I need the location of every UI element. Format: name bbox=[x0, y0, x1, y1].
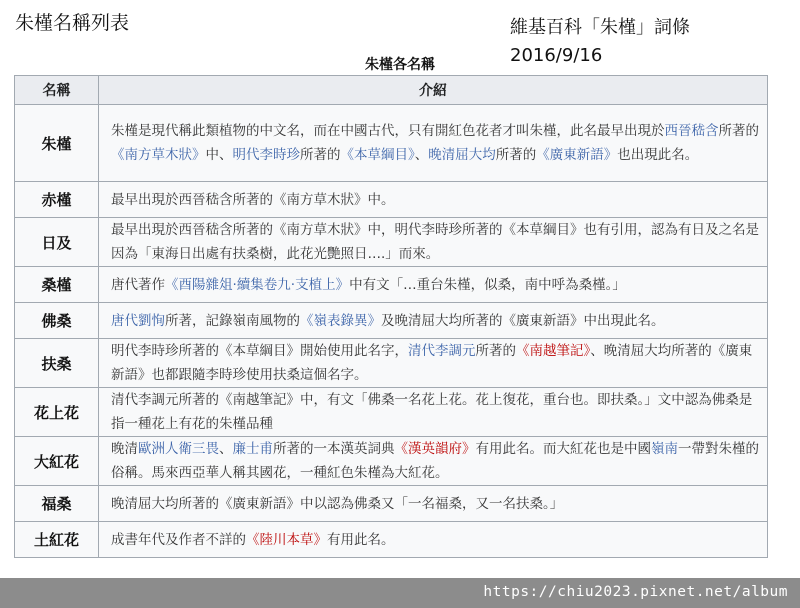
source-date: 2016/9/16 bbox=[510, 45, 603, 66]
table-header-row bbox=[15, 76, 768, 105]
description-text: 所著的 bbox=[495, 147, 537, 163]
description-text: 所著，記錄嶺南風物的 bbox=[165, 312, 300, 329]
row-name-cell: 大紅花 bbox=[15, 437, 99, 486]
column-header-description: 介紹 bbox=[99, 76, 768, 105]
description-text: 所著的 bbox=[475, 343, 516, 359]
description-text: 所著的一本漢英詞典 bbox=[273, 441, 395, 457]
row-description-cell bbox=[99, 388, 768, 437]
row-description-cell bbox=[99, 182, 768, 218]
description-text: 最早出現於西晉嵇含所著的《南方草木狀》中，明代李時珍所著的《本草綱目》也有引用，認為有日及之名是因為「東海日出處有扶桑樹，此花光艷照日….」而來。 bbox=[111, 222, 759, 262]
redlink[interactable]: 《南越筆記》 bbox=[516, 343, 591, 359]
row-description-cell bbox=[99, 303, 768, 339]
description-text: 所著的 bbox=[300, 147, 341, 163]
row-description-cell bbox=[99, 486, 768, 522]
table-row bbox=[15, 182, 768, 218]
row-name-cell: 桑槿 bbox=[15, 267, 99, 303]
redlink[interactable]: 《漢英韻府》 bbox=[394, 441, 476, 457]
description-text: 、晚清屈大均所著的《廣東新語》也都跟隨李時珍使用扶桑這個名字。 bbox=[111, 343, 753, 383]
wiki-link[interactable]: 西晉嵇含 bbox=[664, 123, 719, 139]
description-text: 一帶對朱槿的俗稱。馬來西亞華人稱其國花，一種紅色朱槿為大紅花。 bbox=[111, 441, 759, 481]
table-caption: 朱槿各名稱 bbox=[365, 57, 435, 73]
table-row bbox=[15, 486, 768, 522]
source-article: 維基百科「朱槿」詞條 bbox=[510, 17, 690, 38]
row-name-cell: 朱槿 bbox=[15, 105, 99, 182]
names-table bbox=[14, 75, 768, 558]
table-row bbox=[15, 105, 768, 182]
description-text: 成書年代及作者不詳的 bbox=[111, 531, 246, 548]
description-text: 、 bbox=[219, 441, 233, 457]
description-text: 有用此名。 bbox=[327, 531, 395, 548]
column-header-name: 名稱 bbox=[15, 76, 99, 105]
table-row bbox=[15, 339, 768, 388]
watermark-bar bbox=[0, 578, 800, 608]
row-name-cell: 土紅花 bbox=[15, 522, 99, 558]
description-text: 有用此名。而大紅花也是中國 bbox=[475, 441, 651, 457]
row-name-cell: 佛桑 bbox=[15, 303, 99, 339]
row-description-cell bbox=[99, 105, 768, 182]
redlink[interactable]: 《陸川本草》 bbox=[246, 531, 327, 548]
page-title: 朱槿名稱列表 bbox=[15, 12, 130, 34]
wiki-link[interactable]: 《嶺表錄異》 bbox=[300, 312, 381, 329]
row-description-cell bbox=[99, 218, 768, 267]
description-text: 及晚清屈大均所著的《廣東新語》中出現此名。 bbox=[381, 312, 665, 329]
watermark-url: https://chiu2023.pixnet.net/album bbox=[483, 584, 788, 600]
wiki-link[interactable]: 《南方草木狀》 bbox=[111, 147, 206, 163]
row-name-cell: 扶桑 bbox=[15, 339, 99, 388]
row-description-cell bbox=[99, 522, 768, 558]
wiki-link[interactable]: 歐洲人衛三畏 bbox=[138, 441, 219, 457]
table-row bbox=[15, 388, 768, 437]
row-name-cell: 花上花 bbox=[15, 388, 99, 437]
table-row bbox=[15, 267, 768, 303]
description-text: 唐代著作 bbox=[111, 276, 165, 293]
description-text: 晚清 bbox=[111, 441, 138, 457]
description-text: 明代李時珍所著的《本草綱目》開始使用此名字， bbox=[111, 343, 408, 359]
description-text: 所著的 bbox=[718, 123, 759, 139]
description-text: 、 bbox=[414, 147, 429, 163]
description-text: 也出現此名。 bbox=[617, 147, 699, 163]
wiki-link[interactable]: 嶺南 bbox=[651, 441, 678, 457]
wiki-link[interactable]: 廉士甫 bbox=[232, 441, 273, 457]
row-description-cell bbox=[99, 339, 768, 388]
row-description-cell bbox=[99, 437, 768, 486]
wiki-link[interactable]: 唐代劉恂 bbox=[111, 312, 165, 329]
wiki-link[interactable]: 《本草綱目》 bbox=[340, 147, 415, 163]
description-text: 晚清屈大均所著的《廣東新語》中以認為佛桑又「一名福桑，又一名扶桑。」 bbox=[111, 495, 564, 512]
row-name-cell: 福桑 bbox=[15, 486, 99, 522]
table-row bbox=[15, 218, 768, 267]
wiki-link[interactable]: 《廣東新語》 bbox=[536, 147, 618, 163]
wiki-link[interactable]: 清代李調元 bbox=[408, 343, 476, 359]
row-description-cell bbox=[99, 267, 768, 303]
row-name-cell: 赤槿 bbox=[15, 182, 99, 218]
description-text: 清代李調元所著的《南越筆記》中，有文「佛桑一名花上花。花上復花，重台也。即扶桑。」文中認為佛桑是指一種花上有花的朱槿品種 bbox=[111, 392, 753, 432]
table-row bbox=[15, 303, 768, 339]
wiki-link[interactable]: 晚清屈大均 bbox=[428, 147, 496, 163]
row-name-cell: 日及 bbox=[15, 218, 99, 267]
table-row bbox=[15, 522, 768, 558]
description-text: 中、 bbox=[205, 147, 233, 163]
description-text: 最早出現於西晉嵇含所著的《南方草木狀》中。 bbox=[111, 191, 395, 208]
description-text: 中有文「…重台朱槿，似桑，南中呼為桑槿。」 bbox=[349, 276, 626, 293]
table-row bbox=[15, 437, 768, 486]
wiki-link[interactable]: 明代李時珍 bbox=[232, 147, 300, 163]
wiki-link[interactable]: 《酉陽雜俎·續集卷九·支植上》 bbox=[165, 276, 350, 293]
description-text: 朱槿是現代稱此類植物的中文名，而在中國古代，只有開紅色花者才叫朱槿，此名最早出現於 bbox=[111, 123, 665, 139]
